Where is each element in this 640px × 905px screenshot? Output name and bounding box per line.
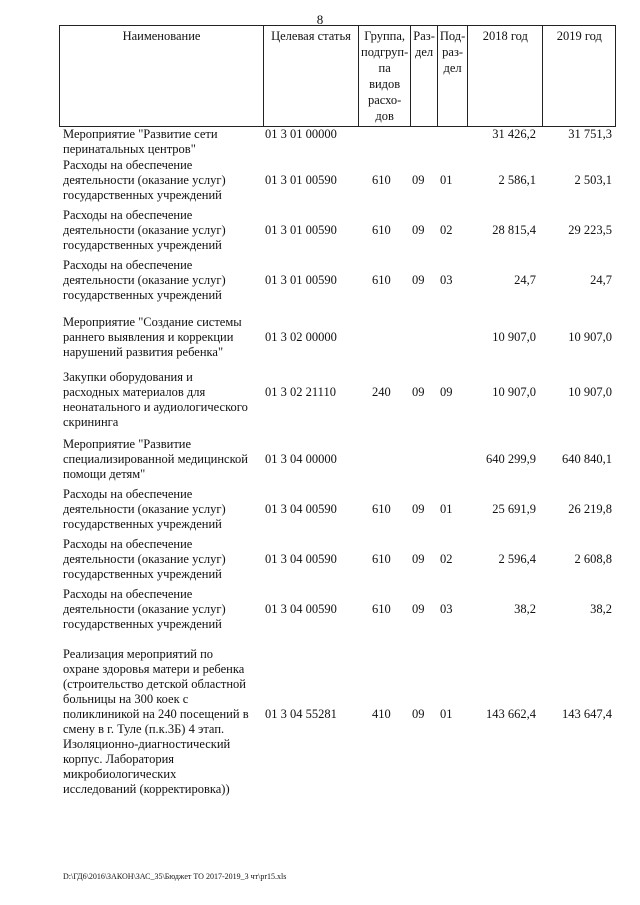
table-row bbox=[0, 158, 640, 203]
row-name-line: Мероприятие "Развитие сети bbox=[63, 127, 218, 141]
row-group: 610 bbox=[372, 273, 391, 287]
row-name bbox=[63, 537, 263, 582]
table-row bbox=[0, 258, 640, 303]
row-target-article: 01 3 01 00590 bbox=[265, 173, 337, 187]
row-name bbox=[63, 587, 263, 632]
row-name-line: Изоляционно-диагностический bbox=[63, 737, 231, 751]
row-value-2019: 2 608,8 bbox=[574, 552, 612, 566]
row-name-line: раннего выявления и коррекции bbox=[63, 330, 234, 344]
table-row bbox=[0, 537, 640, 582]
row-name bbox=[63, 258, 263, 303]
row-target-article: 01 3 04 00590 bbox=[265, 552, 337, 566]
row-value-2018: 31 426,2 bbox=[492, 127, 536, 141]
table-row bbox=[0, 587, 640, 632]
header-group: Группа, подгруп- па видов расхо- дов bbox=[359, 26, 411, 127]
file-path-footer: D:\ГД6\2016\ЗАКОН\ЗАС_35\Бюджет ТО 2017-2019_3 чт\pr15.xls bbox=[63, 872, 287, 881]
row-name-line: Реализация мероприятий по bbox=[63, 647, 214, 661]
row-section: 09 bbox=[412, 707, 425, 721]
row-group: 610 bbox=[372, 602, 391, 616]
row-section: 09 bbox=[412, 223, 425, 237]
row-name bbox=[63, 158, 263, 203]
row-name-line: деятельности (оказание услуг) bbox=[63, 273, 226, 287]
table-row bbox=[0, 370, 640, 430]
row-name bbox=[63, 437, 263, 482]
row-name bbox=[63, 127, 263, 157]
row-name-line: государственных учреждений bbox=[63, 567, 222, 581]
row-name-line: (строительство детской областной bbox=[63, 677, 246, 691]
row-name-line: деятельности (оказание услуг) bbox=[63, 223, 226, 237]
row-name-line: Расходы на обеспечение bbox=[63, 587, 193, 601]
row-name bbox=[63, 647, 263, 797]
row-name-line: смену в г. Туле (п.к.3Б) 4 этап. bbox=[63, 722, 225, 736]
row-name-line: помощи детям" bbox=[63, 467, 146, 481]
table-row bbox=[0, 208, 640, 253]
row-target-article: 01 3 04 00590 bbox=[265, 502, 337, 516]
row-group: 410 bbox=[372, 707, 391, 721]
row-section: 09 bbox=[412, 173, 425, 187]
row-subsection: 03 bbox=[440, 273, 453, 287]
row-value-2018: 10 907,0 bbox=[492, 330, 536, 344]
table-row bbox=[0, 437, 640, 482]
header-subsection: Под- раз- дел bbox=[437, 26, 467, 127]
row-name-line: государственных учреждений bbox=[63, 617, 222, 631]
row-name-line: государственных учреждений bbox=[63, 288, 222, 302]
row-name-line: деятельности (оказание услуг) bbox=[63, 602, 226, 616]
row-name-line: больницы на 300 коек с bbox=[63, 692, 189, 706]
row-subsection: 02 bbox=[440, 223, 453, 237]
row-subsection: 01 bbox=[440, 502, 453, 516]
row-value-2018: 10 907,0 bbox=[492, 385, 536, 399]
row-section: 09 bbox=[412, 602, 425, 616]
row-value-2019: 640 840,1 bbox=[562, 452, 612, 466]
row-name-line: Закупки оборудования и bbox=[63, 370, 193, 384]
row-name-line: государственных учреждений bbox=[63, 188, 222, 202]
row-section: 09 bbox=[412, 273, 425, 287]
table-row bbox=[0, 315, 640, 360]
row-target-article: 01 3 04 00590 bbox=[265, 602, 337, 616]
row-target-article: 01 3 02 21110 bbox=[265, 385, 336, 399]
row-section: 09 bbox=[412, 552, 425, 566]
row-value-2019: 29 223,5 bbox=[568, 223, 612, 237]
table-row bbox=[0, 647, 640, 797]
row-value-2019: 10 907,0 bbox=[568, 385, 612, 399]
row-group: 610 bbox=[372, 502, 391, 516]
header-name: Наименование bbox=[60, 26, 264, 127]
row-name-line: государственных учреждений bbox=[63, 517, 222, 531]
row-name-line: государственных учреждений bbox=[63, 238, 222, 252]
row-name bbox=[63, 487, 263, 532]
row-name-line: деятельности (оказание услуг) bbox=[63, 552, 226, 566]
header-section: Раз- дел bbox=[411, 26, 438, 127]
table-row bbox=[0, 487, 640, 532]
row-group: 240 bbox=[372, 385, 391, 399]
row-name-line: скрининга bbox=[63, 415, 119, 429]
row-section: 09 bbox=[412, 502, 425, 516]
row-name-line: специализированной медицинской bbox=[63, 452, 248, 466]
row-name-line: Расходы на обеспечение bbox=[63, 537, 193, 551]
header-year-2018: 2018 год bbox=[468, 26, 543, 127]
row-target-article: 01 3 04 00000 bbox=[265, 452, 337, 466]
row-value-2019: 38,2 bbox=[590, 602, 612, 616]
row-subsection: 01 bbox=[440, 173, 453, 187]
row-value-2018: 28 815,4 bbox=[492, 223, 536, 237]
row-subsection: 01 bbox=[440, 707, 453, 721]
row-value-2018: 25 691,9 bbox=[492, 502, 536, 516]
row-name bbox=[63, 370, 263, 430]
row-name-line: нарушений развития ребенка" bbox=[63, 345, 224, 359]
row-value-2019: 31 751,3 bbox=[568, 127, 612, 141]
row-target-article: 01 3 01 00590 bbox=[265, 223, 337, 237]
row-value-2018: 640 299,9 bbox=[486, 452, 536, 466]
row-name-line: Расходы на обеспечение bbox=[63, 487, 193, 501]
row-value-2019: 2 503,1 bbox=[574, 173, 612, 187]
row-value-2018: 38,2 bbox=[514, 602, 536, 616]
row-name-line: неонатального и аудиологического bbox=[63, 400, 248, 414]
table-row bbox=[0, 127, 640, 157]
row-name-line: деятельности (оказание услуг) bbox=[63, 173, 226, 187]
row-name-line: Мероприятие "Развитие bbox=[63, 437, 192, 451]
row-value-2019: 26 219,8 bbox=[568, 502, 612, 516]
row-subsection: 02 bbox=[440, 552, 453, 566]
row-name-line: исследований (корректировка)) bbox=[63, 782, 230, 796]
row-name-line: Расходы на обеспечение bbox=[63, 258, 193, 272]
row-target-article: 01 3 01 00000 bbox=[265, 127, 337, 141]
page-number: 8 bbox=[316, 12, 324, 27]
row-group: 610 bbox=[372, 173, 391, 187]
row-target-article: 01 3 04 55281 bbox=[265, 707, 337, 721]
row-value-2019: 10 907,0 bbox=[568, 330, 612, 344]
row-subsection: 03 bbox=[440, 602, 453, 616]
row-name bbox=[63, 208, 263, 253]
row-name bbox=[63, 315, 263, 360]
header-year-2019: 2019 год bbox=[543, 26, 616, 127]
row-target-article: 01 3 01 00590 bbox=[265, 273, 337, 287]
row-value-2019: 24,7 bbox=[590, 273, 612, 287]
row-name-line: Мероприятие "Создание системы bbox=[63, 315, 242, 329]
row-name-line: деятельности (оказание услуг) bbox=[63, 502, 226, 516]
row-value-2018: 2 596,4 bbox=[498, 552, 536, 566]
row-value-2019: 143 647,4 bbox=[562, 707, 612, 721]
row-value-2018: 2 586,1 bbox=[498, 173, 536, 187]
row-name-line: расходных материалов для bbox=[63, 385, 206, 399]
row-name-line: охране здоровья матери и ребенка bbox=[63, 662, 245, 676]
row-name-line: перинатальных центров" bbox=[63, 142, 196, 156]
row-name-line: Расходы на обеспечение bbox=[63, 208, 193, 222]
row-value-2018: 143 662,4 bbox=[486, 707, 536, 721]
row-value-2018: 24,7 bbox=[514, 273, 536, 287]
row-subsection: 09 bbox=[440, 385, 453, 399]
header-target-article: Целевая статья bbox=[264, 26, 359, 127]
row-name-line: Расходы на обеспечение bbox=[63, 158, 193, 172]
row-name-line: микробиологических bbox=[63, 767, 177, 781]
row-name-line: поликлиникой на 240 посещений в bbox=[63, 707, 249, 721]
row-section: 09 bbox=[412, 385, 425, 399]
row-name-line: корпус. Лаборатория bbox=[63, 752, 175, 766]
row-group: 610 bbox=[372, 552, 391, 566]
row-group: 610 bbox=[372, 223, 391, 237]
row-target-article: 01 3 02 00000 bbox=[265, 330, 337, 344]
